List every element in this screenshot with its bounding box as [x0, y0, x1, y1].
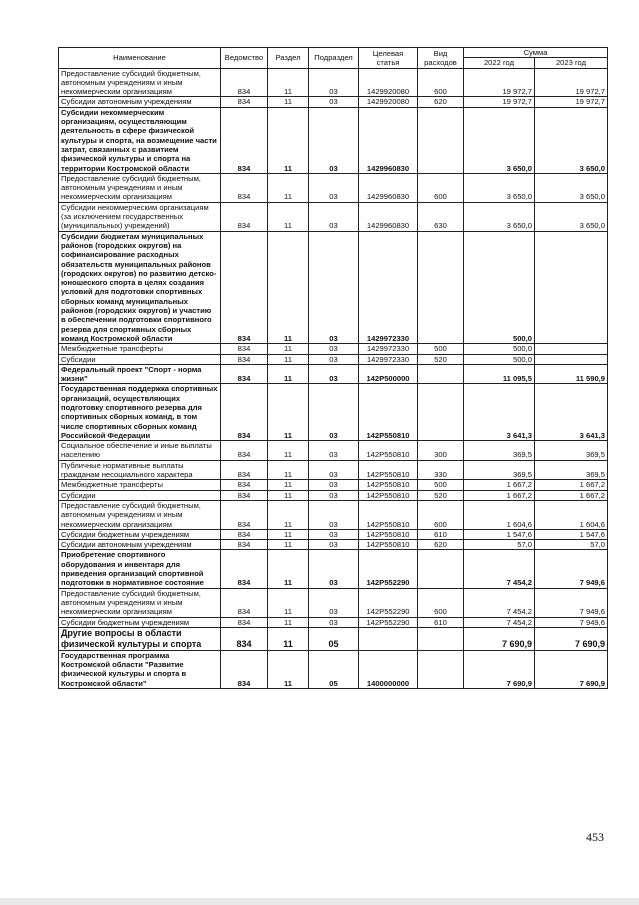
row-section-cell: 11 — [268, 460, 309, 480]
row-section-cell: 11 — [268, 231, 309, 344]
row-sum-2023-cell: 19 972,7 — [535, 68, 608, 97]
row-subsection-cell: 03 — [309, 231, 359, 344]
row-section-cell: 11 — [268, 529, 309, 539]
row-name-cell: Субсидии бюджетным учреждениям — [59, 529, 221, 539]
row-subsection-cell: 03 — [309, 441, 359, 461]
row-exptype-cell: 600 — [418, 68, 464, 97]
row-section-cell: 11 — [268, 500, 309, 529]
row-name-cell: Субсидии бюджетным учреждениям — [59, 617, 221, 627]
table-row — [59, 550, 608, 588]
row-sum-2022-cell: 19 972,7 — [464, 97, 535, 107]
row-sum-2022-cell: 1 667,2 — [464, 490, 535, 500]
row-sum-2022-cell: 3 641,3 — [464, 384, 535, 441]
row-subsection-cell: 03 — [309, 354, 359, 364]
row-target-cell: 1429960830 — [359, 173, 418, 202]
scan-footer-band — [0, 898, 639, 905]
row-exptype-cell: 600 — [418, 500, 464, 529]
row-sum-2022-cell: 7 690,9 — [464, 627, 535, 650]
header-year-2023: 2023 год — [535, 58, 608, 68]
table-row — [59, 173, 608, 202]
row-section-cell: 11 — [268, 202, 309, 231]
page-number: 453 — [586, 830, 604, 844]
row-name-cell: Государственная программа Костромской области "Развитие физической культуры и спорта в Костромской области" — [59, 650, 221, 688]
row-subsection-cell: 03 — [309, 107, 359, 173]
row-sum-2022-cell: 11 095,5 — [464, 364, 535, 384]
row-subsection-cell: 03 — [309, 384, 359, 441]
budget-table-sheet — [58, 47, 607, 689]
row-sum-2023-cell: 3 641,3 — [535, 384, 608, 441]
table-header — [59, 48, 608, 69]
row-sum-2022-cell: 7 454,2 — [464, 550, 535, 588]
row-name-cell: Межбюджетные трансферты — [59, 344, 221, 354]
header-year-2022: 2022 год — [464, 58, 535, 68]
row-subsection-cell: 03 — [309, 460, 359, 480]
row-sum-2023-cell: 7 690,9 — [535, 627, 608, 650]
table-row — [59, 617, 608, 627]
table-row — [59, 627, 608, 650]
row-section-cell: 11 — [268, 490, 309, 500]
row-target-cell: 1429972330 — [359, 354, 418, 364]
row-section-cell: 11 — [268, 650, 309, 688]
row-name-cell: Публичные нормативные выплаты гражданам несоциального характера — [59, 460, 221, 480]
row-name-cell: Федеральный проект "Спорт - норма жизни" — [59, 364, 221, 384]
row-target-cell: 142P552290 — [359, 617, 418, 627]
header-dept: Ведомство — [221, 48, 268, 69]
row-sum-2023-cell: 7 949,6 — [535, 617, 608, 627]
row-subsection-cell: 03 — [309, 617, 359, 627]
row-exptype-cell — [418, 650, 464, 688]
row-section-cell: 11 — [268, 617, 309, 627]
table-body — [59, 68, 608, 688]
row-dept-cell: 834 — [221, 550, 268, 588]
row-subsection-cell: 03 — [309, 550, 359, 588]
table-row — [59, 384, 608, 441]
header-section: Раздел — [268, 48, 309, 69]
row-target-cell: 142P550810 — [359, 529, 418, 539]
table-row — [59, 97, 608, 107]
row-dept-cell: 834 — [221, 384, 268, 441]
table-row — [59, 490, 608, 500]
row-sum-2022-cell: 7 454,2 — [464, 617, 535, 627]
row-name-cell: Межбюджетные трансферты — [59, 480, 221, 490]
table-row — [59, 540, 608, 550]
row-exptype-cell — [418, 384, 464, 441]
row-target-cell: 142P550810 — [359, 500, 418, 529]
table-row — [59, 68, 608, 97]
row-subsection-cell: 03 — [309, 588, 359, 617]
table-row — [59, 500, 608, 529]
row-sum-2023-cell: 7 949,6 — [535, 550, 608, 588]
row-dept-cell: 834 — [221, 202, 268, 231]
row-exptype-cell: 600 — [418, 588, 464, 617]
row-name-cell: Предоставление субсидий бюджетным, автономным учреждениям и иным некоммерческим организациям — [59, 173, 221, 202]
row-target-cell: 142P550810 — [359, 384, 418, 441]
row-exptype-cell — [418, 231, 464, 344]
row-name-cell: Предоставление субсидий бюджетным, автономным учреждениям и иным некоммерческим организациям — [59, 588, 221, 617]
row-subsection-cell: 03 — [309, 344, 359, 354]
row-exptype-cell: 500 — [418, 480, 464, 490]
table-row — [59, 441, 608, 461]
row-sum-2023-cell: 57,0 — [535, 540, 608, 550]
table-row — [59, 480, 608, 490]
row-exptype-cell — [418, 550, 464, 588]
row-name-cell: Государственная поддержка спортивных организаций, осуществляющих подготовку спортивного резерва для спортивных сборных команд, в том числе спортивных сборных команд Российской Федерации — [59, 384, 221, 441]
row-sum-2022-cell: 369,5 — [464, 441, 535, 461]
row-section-cell: 11 — [268, 550, 309, 588]
row-sum-2023-cell: 369,5 — [535, 441, 608, 461]
row-section-cell: 11 — [268, 354, 309, 364]
row-target-cell: 142P550810 — [359, 480, 418, 490]
row-name-cell: Субсидии некоммерческим организациям (за исключением государственных (муниципальных) учреждений) — [59, 202, 221, 231]
header-subsection: Подраздел — [309, 48, 359, 69]
row-name-cell: Другие вопросы в области физической культуры и спорта — [59, 627, 221, 650]
row-target-cell: 142P500000 — [359, 364, 418, 384]
row-dept-cell: 834 — [221, 173, 268, 202]
row-subsection-cell: 05 — [309, 627, 359, 650]
row-sum-2022-cell: 7 690,9 — [464, 650, 535, 688]
row-target-cell: 142P552290 — [359, 550, 418, 588]
row-sum-2022-cell: 3 650,0 — [464, 173, 535, 202]
row-section-cell: 11 — [268, 480, 309, 490]
row-sum-2023-cell — [535, 354, 608, 364]
row-exptype-cell: 610 — [418, 529, 464, 539]
row-target-cell: 142P552290 — [359, 588, 418, 617]
row-name-cell: Предоставление субсидий бюджетным, автономным учреждениям и иным некоммерческим организациям — [59, 500, 221, 529]
row-sum-2023-cell — [535, 231, 608, 344]
row-sum-2023-cell: 1 667,2 — [535, 490, 608, 500]
row-dept-cell: 834 — [221, 617, 268, 627]
row-sum-2022-cell: 500,0 — [464, 344, 535, 354]
row-target-cell: 1429920080 — [359, 68, 418, 97]
table-row — [59, 588, 608, 617]
row-section-cell: 11 — [268, 97, 309, 107]
row-subsection-cell: 03 — [309, 364, 359, 384]
row-exptype-cell: 610 — [418, 617, 464, 627]
row-sum-2022-cell: 500,0 — [464, 231, 535, 344]
row-subsection-cell: 05 — [309, 650, 359, 688]
row-sum-2022-cell: 3 650,0 — [464, 107, 535, 173]
row-name-cell: Субсидии — [59, 490, 221, 500]
row-name-cell: Приобретение спортивного оборудования и инвентаря для приведения организаций спортивной подготовки в нормативное состояние — [59, 550, 221, 588]
row-sum-2022-cell: 3 650,0 — [464, 202, 535, 231]
row-dept-cell: 834 — [221, 460, 268, 480]
row-section-cell: 11 — [268, 364, 309, 384]
row-sum-2022-cell: 1 547,6 — [464, 529, 535, 539]
row-name-cell: Субсидии автономным учреждениям — [59, 540, 221, 550]
row-dept-cell: 834 — [221, 627, 268, 650]
row-dept-cell: 834 — [221, 500, 268, 529]
row-exptype-cell: 520 — [418, 354, 464, 364]
row-exptype-cell — [418, 364, 464, 384]
row-dept-cell: 834 — [221, 107, 268, 173]
row-exptype-cell — [418, 627, 464, 650]
row-dept-cell: 834 — [221, 540, 268, 550]
row-dept-cell: 834 — [221, 68, 268, 97]
row-section-cell: 11 — [268, 384, 309, 441]
row-sum-2022-cell: 19 972,7 — [464, 68, 535, 97]
row-sum-2023-cell: 7 690,9 — [535, 650, 608, 688]
row-exptype-cell: 500 — [418, 344, 464, 354]
row-exptype-cell — [418, 107, 464, 173]
row-target-cell: 142P550810 — [359, 460, 418, 480]
row-sum-2022-cell: 1 667,2 — [464, 480, 535, 490]
row-subsection-cell: 03 — [309, 540, 359, 550]
row-subsection-cell: 03 — [309, 173, 359, 202]
row-target-cell: 1429972330 — [359, 231, 418, 344]
row-target-cell: 1429960830 — [359, 107, 418, 173]
row-section-cell: 11 — [268, 344, 309, 354]
row-exptype-cell: 330 — [418, 460, 464, 480]
row-sum-2023-cell: 1 547,6 — [535, 529, 608, 539]
row-exptype-cell: 520 — [418, 490, 464, 500]
row-section-cell: 11 — [268, 627, 309, 650]
row-sum-2023-cell: 1 667,2 — [535, 480, 608, 490]
row-exptype-cell: 620 — [418, 97, 464, 107]
budget-table — [58, 47, 608, 689]
row-dept-cell: 834 — [221, 529, 268, 539]
row-sum-2023-cell: 7 949,6 — [535, 588, 608, 617]
row-dept-cell: 834 — [221, 588, 268, 617]
row-exptype-cell: 300 — [418, 441, 464, 461]
table-row — [59, 650, 608, 688]
row-sum-2022-cell: 1 604,6 — [464, 500, 535, 529]
row-dept-cell: 834 — [221, 231, 268, 344]
table-row — [59, 364, 608, 384]
table-row — [59, 202, 608, 231]
row-section-cell: 11 — [268, 441, 309, 461]
row-sum-2023-cell: 3 650,0 — [535, 202, 608, 231]
row-subsection-cell: 03 — [309, 480, 359, 490]
row-target-cell: 142P550810 — [359, 490, 418, 500]
header-exptype: Вид расходов — [418, 48, 464, 69]
row-name-cell: Субсидии — [59, 354, 221, 364]
row-dept-cell: 834 — [221, 344, 268, 354]
row-target-cell: 1429972330 — [359, 344, 418, 354]
row-target-cell — [359, 627, 418, 650]
row-sum-2022-cell: 57,0 — [464, 540, 535, 550]
row-exptype-cell: 630 — [418, 202, 464, 231]
row-target-cell: 142P550810 — [359, 540, 418, 550]
row-sum-2022-cell: 500,0 — [464, 354, 535, 364]
row-exptype-cell: 620 — [418, 540, 464, 550]
row-subsection-cell: 03 — [309, 97, 359, 107]
header-sum: Сумма — [464, 48, 608, 58]
row-dept-cell: 834 — [221, 97, 268, 107]
row-sum-2023-cell: 3 650,0 — [535, 173, 608, 202]
row-name-cell: Субсидии некоммерческим организациям, осуществляющим деятельность в сфере физической культуры и спорта, на возмещение части затрат, связанных с развитием физической культуры и спорта на территории Костромской области — [59, 107, 221, 173]
row-target-cell: 1400000000 — [359, 650, 418, 688]
row-sum-2023-cell: 11 590,9 — [535, 364, 608, 384]
row-name-cell: Субсидии бюджетам муниципальных районов (городских округов) на софинансирование расходных обязательств муниципальных районов (городских округов) по развитию детско-юношеского спорта в целях создания условий для подготовки спортивных сборных команд муниципальных районов (городских округов) и участию в обеспечении подготовки спортивного резерва для спортивных сборных команд Костромской области — [59, 231, 221, 344]
row-subsection-cell: 03 — [309, 202, 359, 231]
header-target: Целевая статья — [359, 48, 418, 69]
table-row — [59, 354, 608, 364]
table-row — [59, 107, 608, 173]
row-dept-cell: 834 — [221, 354, 268, 364]
row-sum-2023-cell: 1 604,6 — [535, 500, 608, 529]
row-subsection-cell: 03 — [309, 490, 359, 500]
row-name-cell: Субсидии автономным учреждениям — [59, 97, 221, 107]
header-name: Наименование — [59, 48, 221, 69]
row-sum-2022-cell: 7 454,2 — [464, 588, 535, 617]
row-section-cell: 11 — [268, 173, 309, 202]
row-exptype-cell: 600 — [418, 173, 464, 202]
row-subsection-cell: 03 — [309, 68, 359, 97]
row-sum-2023-cell — [535, 344, 608, 354]
table-row — [59, 231, 608, 344]
row-target-cell: 1429920080 — [359, 97, 418, 107]
table-row — [59, 529, 608, 539]
row-name-cell: Предоставление субсидий бюджетным, автономным учреждениям и иным некоммерческим организациям — [59, 68, 221, 97]
row-target-cell: 1429960830 — [359, 202, 418, 231]
row-dept-cell: 834 — [221, 480, 268, 490]
row-target-cell: 142P550810 — [359, 441, 418, 461]
row-subsection-cell: 03 — [309, 529, 359, 539]
row-section-cell: 11 — [268, 68, 309, 97]
row-sum-2022-cell: 369,5 — [464, 460, 535, 480]
row-section-cell: 11 — [268, 540, 309, 550]
table-row — [59, 460, 608, 480]
row-sum-2023-cell: 3 650,0 — [535, 107, 608, 173]
row-dept-cell: 834 — [221, 490, 268, 500]
row-dept-cell: 834 — [221, 441, 268, 461]
row-subsection-cell: 03 — [309, 500, 359, 529]
row-name-cell: Социальное обеспечение и иные выплаты населению — [59, 441, 221, 461]
row-dept-cell: 834 — [221, 364, 268, 384]
table-row — [59, 344, 608, 354]
row-section-cell: 11 — [268, 107, 309, 173]
row-dept-cell: 834 — [221, 650, 268, 688]
row-sum-2023-cell: 19 972,7 — [535, 97, 608, 107]
row-sum-2023-cell: 369,5 — [535, 460, 608, 480]
row-section-cell: 11 — [268, 588, 309, 617]
